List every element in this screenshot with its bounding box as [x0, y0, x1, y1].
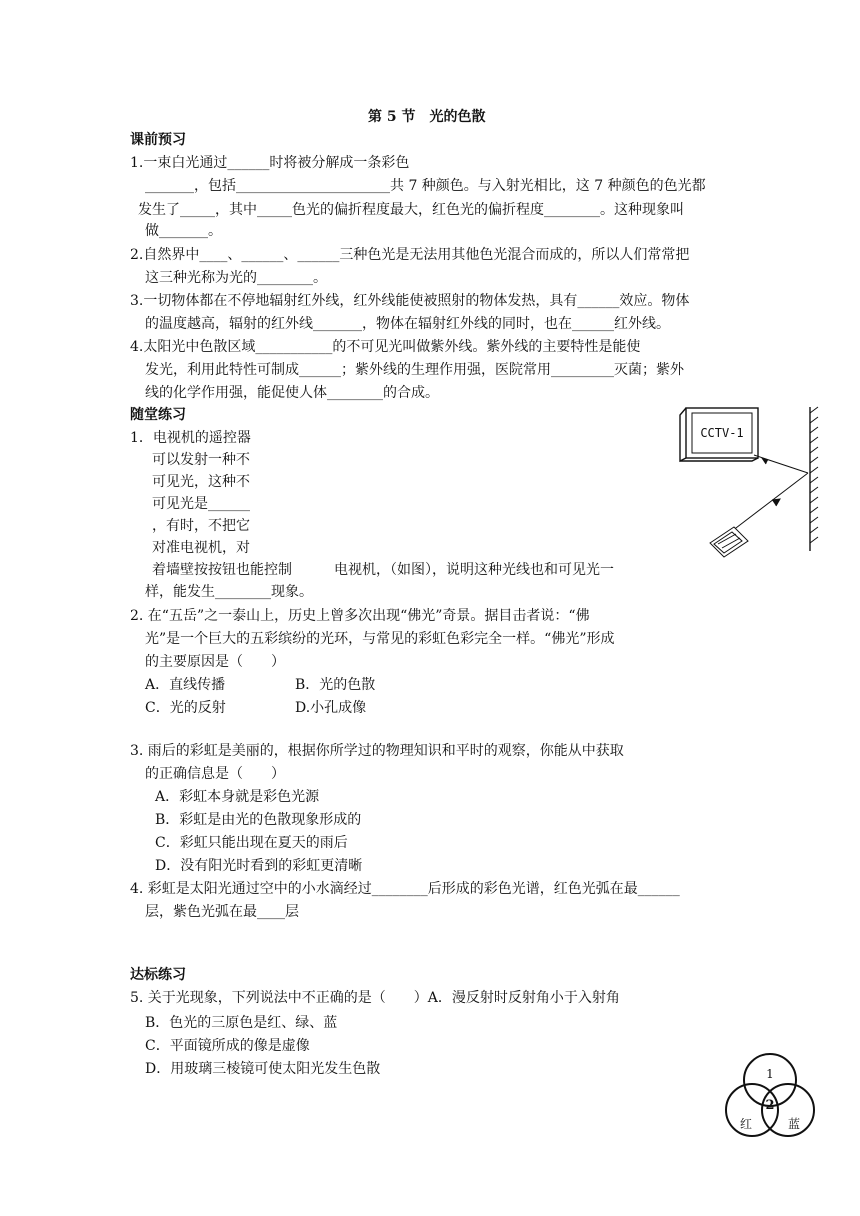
- tv-remote-figure: [672, 403, 832, 569]
- option-a: A．直线传播: [145, 677, 226, 693]
- class-line: 4. 彩虹是太阳光通过空中的小水滴经过________后形成的彩色光谱，红色光弧在最______: [130, 881, 680, 897]
- remote-control: [710, 527, 748, 557]
- preview-line: 发光，利用此特性可制成______；紫外线的生理作用强，医院常用_________灭菌；紫外: [145, 362, 684, 378]
- preview-line: 线的化学作用强，能促使人体________的合成。: [145, 385, 439, 401]
- preview-line: 3.一切物体都在不停地辐射红外线，红外线能使被照射的物体发热，具有______效应。物体: [130, 293, 690, 309]
- venn-label-1: 1: [766, 1067, 774, 1081]
- venn-label-blue: 蓝: [787, 1117, 801, 1131]
- option-d: D.小孔成像: [295, 700, 367, 716]
- class-line: 样，能发生________现象。: [145, 584, 313, 600]
- option-d: D．用玻璃三棱镜可使太阳光发生色散: [145, 1061, 381, 1077]
- option-c: C．平面镜所成的像是虚像: [145, 1038, 310, 1054]
- class-line: 可见光，这种不: [152, 474, 250, 490]
- option-c: C．光的反射: [145, 700, 226, 716]
- preview-line: 做_______。: [145, 223, 222, 239]
- option-d: D．没有阳光时看到的彩虹更清晰: [155, 858, 363, 874]
- target-line: 5. 关于光现象，下列说法中不正确的是（ ）A．漫反射时反射角小于入射角: [130, 990, 620, 1006]
- option-b: B．光的色散: [295, 677, 376, 693]
- class-line: 1．电视机的遥控器: [130, 430, 251, 446]
- class-line: 对准电视机，对: [152, 540, 250, 556]
- class-line: 的主要原因是（ ）: [145, 654, 285, 670]
- class-line: 层，紫色光弧在最____层: [145, 904, 299, 920]
- option-a: A．彩虹本身就是彩色光源: [155, 789, 320, 805]
- preview-line: 4.太阳光中色散区域___________的不可见光叫做紫外线。紫外线的主要特性是能使: [130, 339, 641, 355]
- option-b: B．彩虹是由光的色散现象形成的: [155, 812, 362, 828]
- class-line: ，有时，不把它: [152, 518, 250, 534]
- preview-line: 1.一束白光通过______时将被分解成一条彩色: [130, 155, 410, 171]
- incident-ray: [732, 473, 808, 531]
- preview-line: _______，包括______________________共 7 种颜色。与入射光相比，这 7 种颜色的色光都: [145, 178, 706, 194]
- preview-line: 发生了_____，其中_____色光的偏折程度最大，红色光的偏折程度________。这种现象叫: [138, 202, 684, 218]
- class-line: 可以发射一种不: [152, 452, 250, 468]
- venn-label-red: 红: [739, 1117, 753, 1131]
- class-line: 3. 雨后的彩虹是美丽的，根据你所学过的物理知识和平时的观察，你能从中获取: [130, 743, 624, 759]
- option-c: C．彩虹只能出现在夏天的雨后: [155, 835, 348, 851]
- class-line: 可见光是______: [152, 496, 250, 512]
- venn-figure: [722, 1050, 818, 1146]
- class-line: 着墙壁按按钮也能控制 电视机，（如图），说明这种光线也和可见光一: [152, 562, 614, 578]
- option-b: B．色光的三原色是红、绿、蓝: [145, 1015, 338, 1031]
- class-line: 2. 在“五岳”之一泰山上，历史上曾多次出现“佛光”奇景。据目击者说：“佛: [130, 608, 590, 624]
- venn-label-2: 2: [765, 1098, 775, 1113]
- page-title: 第 5 节 光的色散: [368, 109, 486, 125]
- section-preview-heading: 课前预习: [130, 132, 186, 148]
- preview-line: 这三种光称为光的________。: [145, 270, 327, 286]
- class-line: 的正确信息是（ ）: [145, 766, 285, 782]
- class-line: 光”是一个巨大的五彩缤纷的光环，与常见的彩虹色彩完全一样。“佛光”形成: [145, 631, 615, 647]
- tv-screen-text: CCTV-1: [700, 426, 744, 440]
- section-target-heading: 达标练习: [130, 967, 186, 983]
- preview-line: 的温度越高，辐射的红外线_______，物体在辐射红外线的同时，也在______红外线。: [145, 316, 670, 332]
- preview-line: 2.自然界中____、______、______三种色光是无法用其他色光混合而成的，所以人们常常把: [130, 247, 690, 263]
- section-class-heading: 随堂练习: [130, 407, 186, 423]
